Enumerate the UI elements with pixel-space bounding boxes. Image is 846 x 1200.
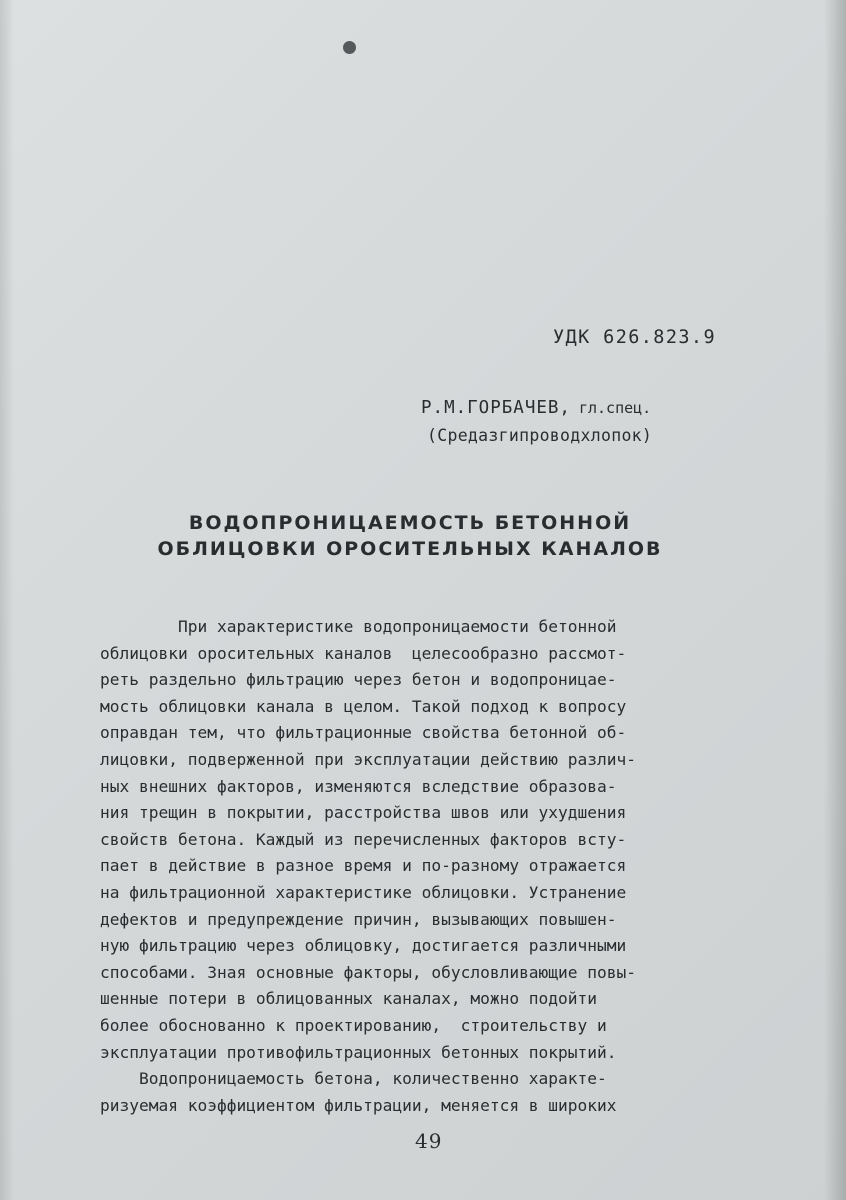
body-line: оправдан тем, что фильтрационные свойства бетонной об- xyxy=(100,723,627,743)
body-line: реть раздельно фильтрацию через бетон и водопроницае- xyxy=(100,670,617,690)
body-line: способами. Зная основные факторы, обусловливающие повы- xyxy=(100,962,637,982)
author-line xyxy=(421,398,651,418)
body-line: эксплуатации противофильтрационных бетонных покрытий. xyxy=(100,1042,617,1062)
body-line: ную фильтрацию через облицовку, достигается различными xyxy=(100,936,627,956)
body-line: свойств бетона. Каждый из перечисленных факторов всту- xyxy=(100,829,627,849)
body-line: лицовки, подверженной при эксплуатации действию различ- xyxy=(100,749,637,769)
punch-hole xyxy=(343,41,356,54)
body-line: ния трещин в покрытии, расстройства швов или ухудшения xyxy=(100,803,627,823)
udk-code: УДК 626.823.9 xyxy=(553,327,716,348)
body-line: мость облицовки канала в целом. Такой подход к вопросу xyxy=(100,696,627,716)
body-line: на фильтрационной характеристике облицовки. Устранение xyxy=(100,882,627,902)
body-line: более обоснованно к проектированию, строительству и xyxy=(100,1015,607,1035)
body-line: дефектов и предупреждение причин, вызывающих повышен- xyxy=(100,909,617,929)
body-line: шенные потери в облицованных каналах, можно подойти xyxy=(100,989,598,1009)
body-line: облицовки оросительных каналов целесообразно рассмот- xyxy=(100,643,627,663)
author-position: гл.спец. xyxy=(578,399,652,417)
article-title xyxy=(140,510,680,562)
author-name: Р.М.ГОРБАЧЕВ, xyxy=(421,398,571,418)
body-line: пает в действие в разное время и по-разному отражается xyxy=(100,856,627,876)
body-line: Водопроницаемость бетона, количественно характе- xyxy=(100,1069,607,1089)
body-line: При характеристике водопроницаемости бетонной xyxy=(100,617,617,636)
author-affiliation: (Средазгипроводхлопок) xyxy=(427,426,653,445)
body-text xyxy=(100,614,636,1119)
body-line: ных внешних факторов, изменяются вследствие образова- xyxy=(100,776,617,796)
title-line-1: ВОДОПРОНИЦАЕМОСТЬ БЕТОННОЙ xyxy=(188,512,632,534)
binding-shadow xyxy=(0,0,14,1200)
page-edge-shadow xyxy=(824,0,846,1200)
body-line: ризуемая коэффициентом фильтрации, меняется в широких xyxy=(100,1095,617,1115)
page-number: 49 xyxy=(415,1129,443,1153)
title-line-2: ОБЛИЦОВКИ ОРОСИТЕЛЬНЫХ КАНАЛОВ xyxy=(157,538,663,560)
